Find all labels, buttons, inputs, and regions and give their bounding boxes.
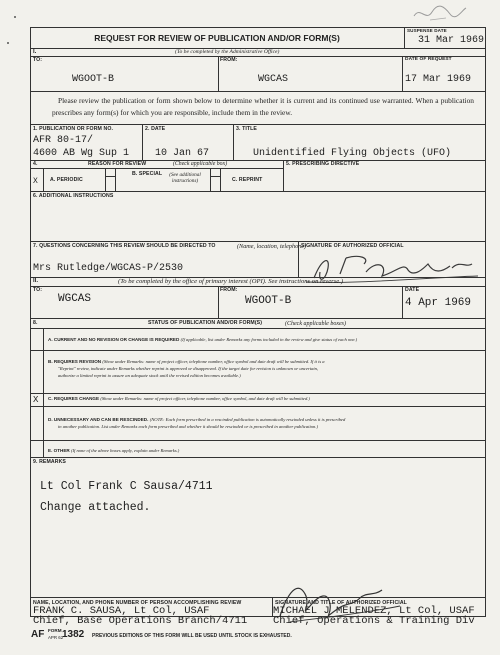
- status-d-line1: [48, 417, 345, 423]
- item-7-value: Mrs Rutledge/WGCAS-P/2530: [33, 263, 184, 274]
- part2-to-value: WGCAS: [58, 293, 92, 305]
- status-e-note: (If none of the above boxes apply, explain under Remarks.): [70, 448, 180, 453]
- form-header: [30, 27, 404, 48]
- to-label: TO:: [33, 57, 43, 63]
- form-footer-form-date: APR 62: [48, 635, 64, 640]
- status-b-label: B. REQUIRES REVISION: [48, 359, 102, 364]
- reviewer-name-line2: Chief, Base Operations Branch/4711: [33, 615, 248, 627]
- official-signature-line2: Chief, Operations & Training Div: [273, 615, 475, 627]
- status-a-checkbox[interactable]: [30, 328, 43, 350]
- item-7-note: (Name, location, telephone): [237, 242, 307, 250]
- item-8-label: 8.: [33, 320, 38, 326]
- margin-dot: [7, 42, 9, 44]
- section-2-note: (To be completed by the office of primary interest (OPI). See instructions on reverse.): [118, 277, 344, 285]
- status-d-note-1: (NOTE: Each form prescribed in a rescinded publication is automatically rescinded unless it is prescribed: [149, 417, 346, 422]
- date-of-request-label: DATE OF REQUEST: [405, 57, 452, 62]
- item-2-label: 2. DATE: [145, 126, 166, 132]
- form-footer-editions: PREVIOUS EDITIONS OF THIS FORM WILL BE USED UNTIL STOCK IS EXHAUSTED.: [92, 633, 292, 639]
- part2-from-value: WGOOT-B: [245, 295, 292, 307]
- item-9-label: 9. REMARKS: [33, 459, 66, 465]
- item-6-label: 6. ADDITIONAL INSTRUCTIONS: [33, 193, 114, 199]
- status-d-note-2: in another publication. List under Remarks each form prescribed and whether it should be rescinded or is prescribed in another publication.): [58, 424, 319, 429]
- form-title: REQUEST FOR REVIEW OF PUBLICATION AND/OR FORM(S): [94, 33, 340, 43]
- part1-signature-label: SIGNATURE OF AUTHORIZED OFFICIAL: [301, 243, 404, 249]
- section-1-label: I.: [33, 49, 37, 55]
- status-d-label: D. UNNECESSARY AND CAN BE RESCINDED.: [48, 417, 149, 422]
- handwritten-mark: [410, 2, 470, 26]
- item-3-value: Unidentified Flying Objects (UFO): [253, 148, 452, 159]
- status-b-line1: [48, 359, 325, 365]
- status-b-note-3: authorize a limited reprint to assure an adequate stock until the revised edition becomes available.): [58, 373, 241, 378]
- section-1-note: (To be completed by the Administrative Office): [175, 48, 280, 55]
- remarks-line-2: Change attached.: [40, 501, 151, 514]
- part2-date-label: DATE: [405, 287, 420, 293]
- item-1-value-line1: AFR 80-17/: [33, 135, 94, 146]
- form-footer-form-label: FORM: [48, 628, 62, 633]
- status-e-label: E. OTHER: [48, 448, 70, 453]
- status-header: STATUS OF PUBLICATION AND/OR FORM(S): [148, 320, 263, 326]
- part2-to-label: TO:: [33, 287, 43, 293]
- from-label: FROM:: [220, 57, 238, 63]
- official-signature: [270, 576, 410, 628]
- status-c-row: [48, 396, 310, 402]
- suspense-date-label: SUSPENSE DATE: [407, 28, 447, 33]
- status-b-checkbox[interactable]: [30, 350, 43, 393]
- review-instructions: Please review the publication or form shown below to determine whether it is current and its continued use warranted. When a publication prescribes any form(s) for which you are responsible, include them in the review.: [52, 96, 474, 117]
- part2-from-label: FROM:: [220, 287, 238, 293]
- reason-note: (Check applicable box): [173, 160, 228, 167]
- status-e-row: [48, 448, 179, 454]
- item-4-label: 4.: [33, 161, 38, 167]
- status-b-note-2: "Reprint" review, indicate under Remarks whether reprint is approved or disapproved. If the target date for revision is unknown or uncertain,: [58, 366, 319, 371]
- status-a-label: A. CURRENT AND NO REVISION OR CHANGE IS REQUIRED: [48, 337, 180, 342]
- status-c-label: C. REQUIRES CHANGE: [48, 396, 100, 401]
- form-footer-af: AF: [31, 629, 45, 640]
- margin-dot: [14, 16, 16, 18]
- official-signature-label: SIGNATURE AND TITLE OF AUTHORIZED OFFICIAL: [275, 600, 407, 606]
- reason-c-checkbox[interactable]: [210, 176, 220, 177]
- status-note: (Check applicable boxes): [285, 320, 346, 327]
- reason-header: REASON FOR REVIEW: [88, 161, 147, 167]
- section-2-label: II.: [33, 278, 39, 284]
- reviewer-name-line1: FRANK C. SAUSA, Lt Col, USAF: [33, 605, 210, 617]
- remarks-line-1: Lt Col Frank C Sausa/4711: [40, 480, 213, 493]
- item-2-value: 10 Jan 67: [155, 148, 210, 159]
- status-e-checkbox[interactable]: [30, 440, 43, 457]
- status-b-note-1: (Show under Remarks: name of project officer, telephone number, office symbol and date draft will be submitted. If it is a: [102, 359, 325, 364]
- form-footer-number: 1382: [62, 629, 85, 640]
- reason-a-checkbox[interactable]: X: [33, 177, 38, 186]
- reason-c-label: C. REPRINT: [232, 177, 263, 183]
- status-a-row: [48, 337, 357, 343]
- reason-b-note: (See additional instructions): [169, 171, 201, 184]
- to-value: WGOOT-B: [72, 74, 115, 85]
- from-value: WGCAS: [258, 74, 289, 85]
- item-5-label: 5. PRESCRIBING DIRECTIVE: [286, 161, 360, 167]
- status-d-checkbox[interactable]: [30, 406, 43, 440]
- date-of-request-value: 17 Mar 1969: [405, 74, 472, 85]
- status-c-note: (Show under Remarks: name of project officer, telephone number, office symbol, and date draft will be submitted.): [100, 396, 310, 401]
- status-c-checkbox[interactable]: X: [33, 395, 39, 405]
- reason-b-label: B. SPECIAL: [132, 171, 163, 177]
- reviewer-name-label: NAME, LOCATION, AND PHONE NUMBER OF PERSON ACCOMPLISHING REVIEW: [33, 600, 242, 606]
- item-7-label: 7. QUESTIONS CONCERNING THIS REVIEW SHOULD BE DIRECTED TO: [33, 243, 216, 249]
- official-signature-line1: MICHAEL J MELENDEZ, Lt Col, USAF: [273, 605, 475, 617]
- item-1-label: 1. PUBLICATION OR FORM NO.: [33, 126, 114, 132]
- item-3-label: 3. TITLE: [236, 126, 257, 132]
- reason-b-checkbox[interactable]: [105, 176, 115, 177]
- item-1-value-line2: 4600 AB Wg Sup 1: [33, 148, 130, 159]
- suspense-date-value: 31 Mar 1969: [418, 35, 485, 46]
- status-a-note: (If applicable, list under Remarks any forms included in the review and give status of each one.): [180, 337, 358, 342]
- reason-a-label: A. PERIODIC: [50, 177, 83, 183]
- part2-date-value: 4 Apr 1969: [405, 297, 472, 309]
